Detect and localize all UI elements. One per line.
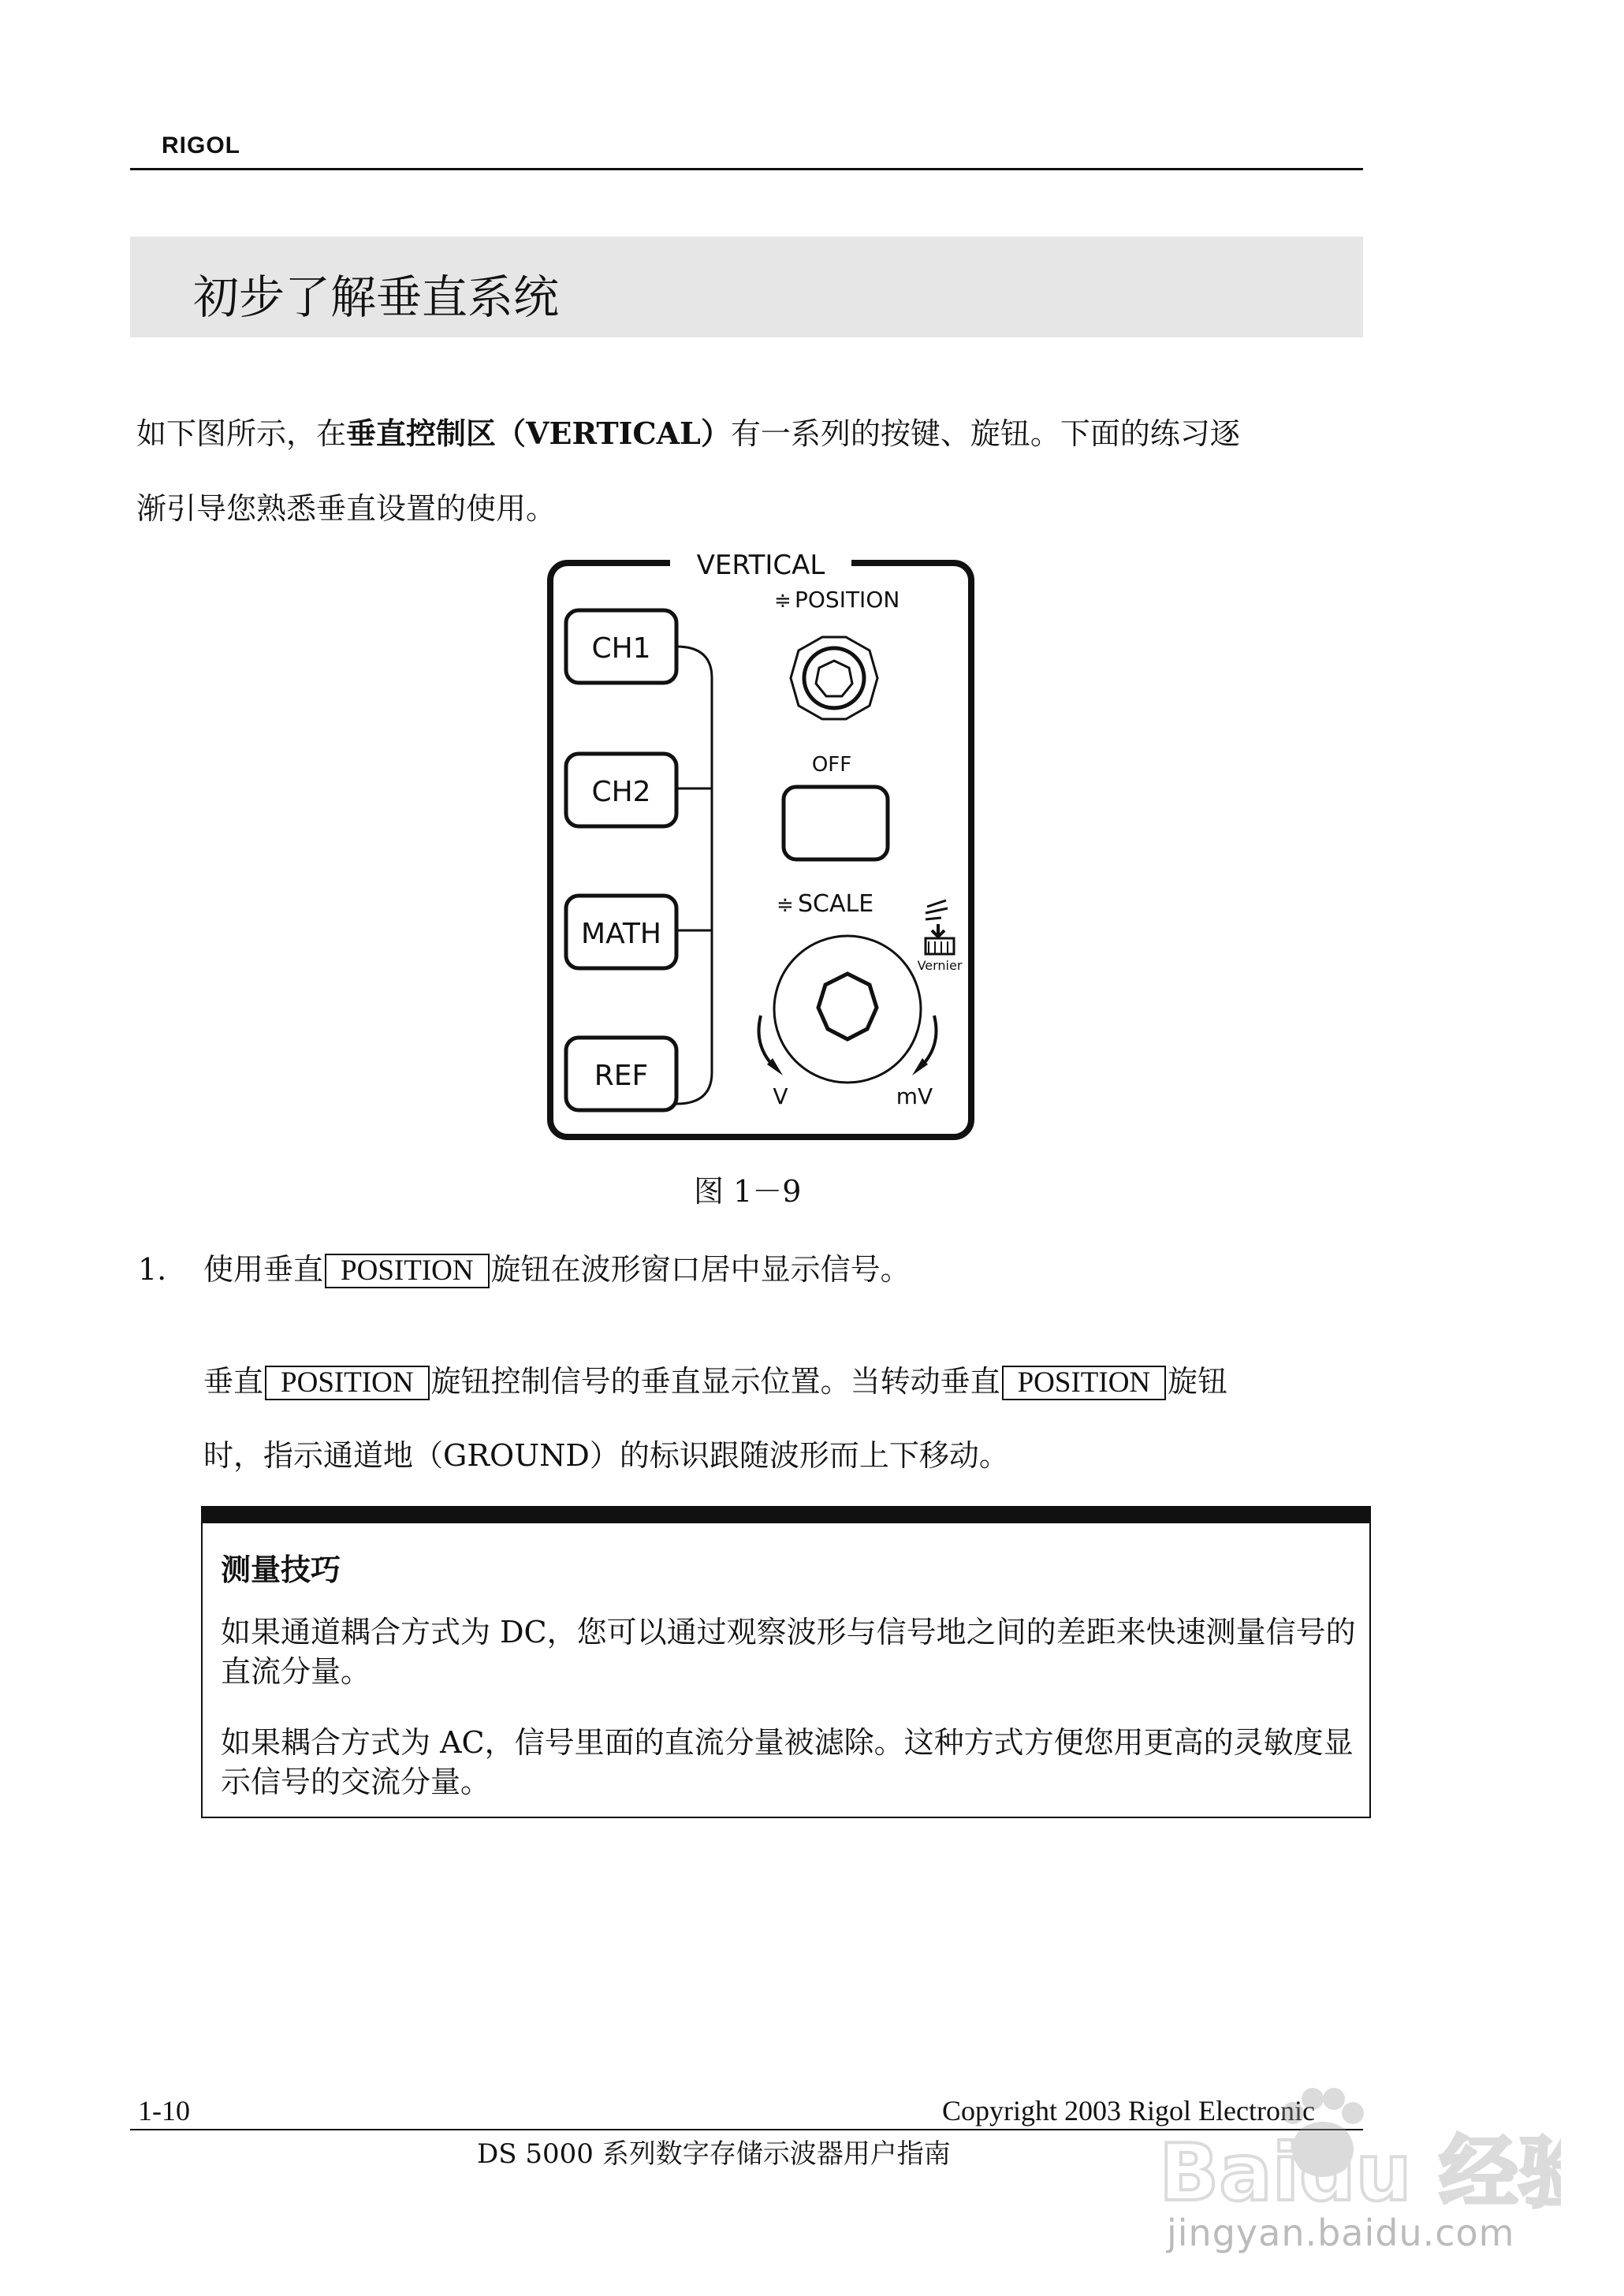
header-rule	[130, 168, 1363, 170]
vertical-panel-figure	[544, 552, 978, 1143]
watermark-brand: Baidu 经验	[1159, 2126, 1561, 2219]
step-1-text-a: 使用垂直	[203, 1252, 324, 1287]
v-label: V	[773, 1083, 788, 1109]
position-label: POSITION	[795, 587, 900, 613]
math-label: MATH	[581, 918, 661, 950]
ref-button[interactable]	[566, 1038, 676, 1110]
scale-arrows-icon: ≑	[777, 893, 794, 917]
step-1-text-b: 旋钮在波形窗口居中显示信号。	[490, 1252, 911, 1287]
step-1-detail-line-1	[203, 1366, 1227, 1400]
watermark-url: jingyan.baidu.com	[1167, 2212, 1515, 2254]
tip-paragraph-1: 如果通道耦合方式为 DC，您可以通过观察波形与信号地之间的差距来快速测量信号的直流分量。	[221, 1615, 1356, 1689]
intro-text-b: 有一系列的按键、旋钮。下面的练习逐	[730, 416, 1240, 451]
ch1-button[interactable]	[566, 610, 676, 683]
scale-label: SCALE	[798, 890, 874, 918]
position-arrows-icon: ≑	[774, 589, 792, 613]
step-number: 1.	[138, 1252, 167, 1287]
position-knob[interactable]	[791, 637, 877, 719]
ch2-button[interactable]	[566, 754, 676, 826]
ch1-label: CH1	[591, 632, 651, 665]
intro-text-bold: 垂直控制区（VERTICAL）	[346, 416, 731, 451]
off-label: OFF	[811, 753, 852, 777]
tip-paragraph-2: 如果耦合方式为 AC，信号里面的直流分量被滤除。这种方式方便您用更高的灵敏度显示信号的交流分量。	[221, 1725, 1354, 1799]
ref-label: REF	[594, 1060, 649, 1092]
step-1-detail-line-2: 时，指示通道地（GROUND）的标识跟随波形而上下移动。	[203, 1438, 1009, 1473]
document-title: DS 5000 系列数字存储示波器用户指南	[477, 2138, 951, 2170]
tip-box-header-bar	[201, 1506, 1371, 1523]
position-key-label: POSITION	[325, 1254, 490, 1288]
intro-text-a: 如下图所示，在	[136, 416, 347, 451]
vernier-label: Vernier	[917, 958, 963, 973]
panel-title: VERTICAL	[696, 552, 825, 581]
position-key-label-3: POSITION	[1002, 1366, 1167, 1400]
figure-caption: 图 1－9	[694, 1174, 802, 1209]
math-button[interactable]	[566, 896, 676, 968]
copyright: Copyright 2003 Rigol Electronic	[942, 2095, 1315, 2126]
brand-header: RIGOL	[162, 132, 240, 158]
intro-line-1	[136, 418, 1240, 449]
intro-line-2: 渐引导您熟悉垂直设置的使用。	[136, 491, 557, 526]
detail-text-c: 旋钮	[1168, 1364, 1228, 1399]
mv-label: mV	[896, 1083, 933, 1109]
off-button[interactable]	[784, 787, 888, 859]
ch2-label: CH2	[591, 776, 651, 808]
section-title: 初步了解垂直系统	[193, 270, 560, 324]
detail-text-a: 垂直	[203, 1364, 264, 1399]
detail-text-b: 旋钮控制信号的垂直显示位置。当转动垂直	[430, 1364, 1000, 1399]
tip-title: 测量技巧	[221, 1552, 341, 1587]
page-number: 1-10	[138, 2095, 190, 2126]
scale-knob[interactable]	[774, 936, 921, 1083]
position-key-label-2: POSITION	[265, 1366, 430, 1400]
step-1-line	[203, 1254, 911, 1288]
